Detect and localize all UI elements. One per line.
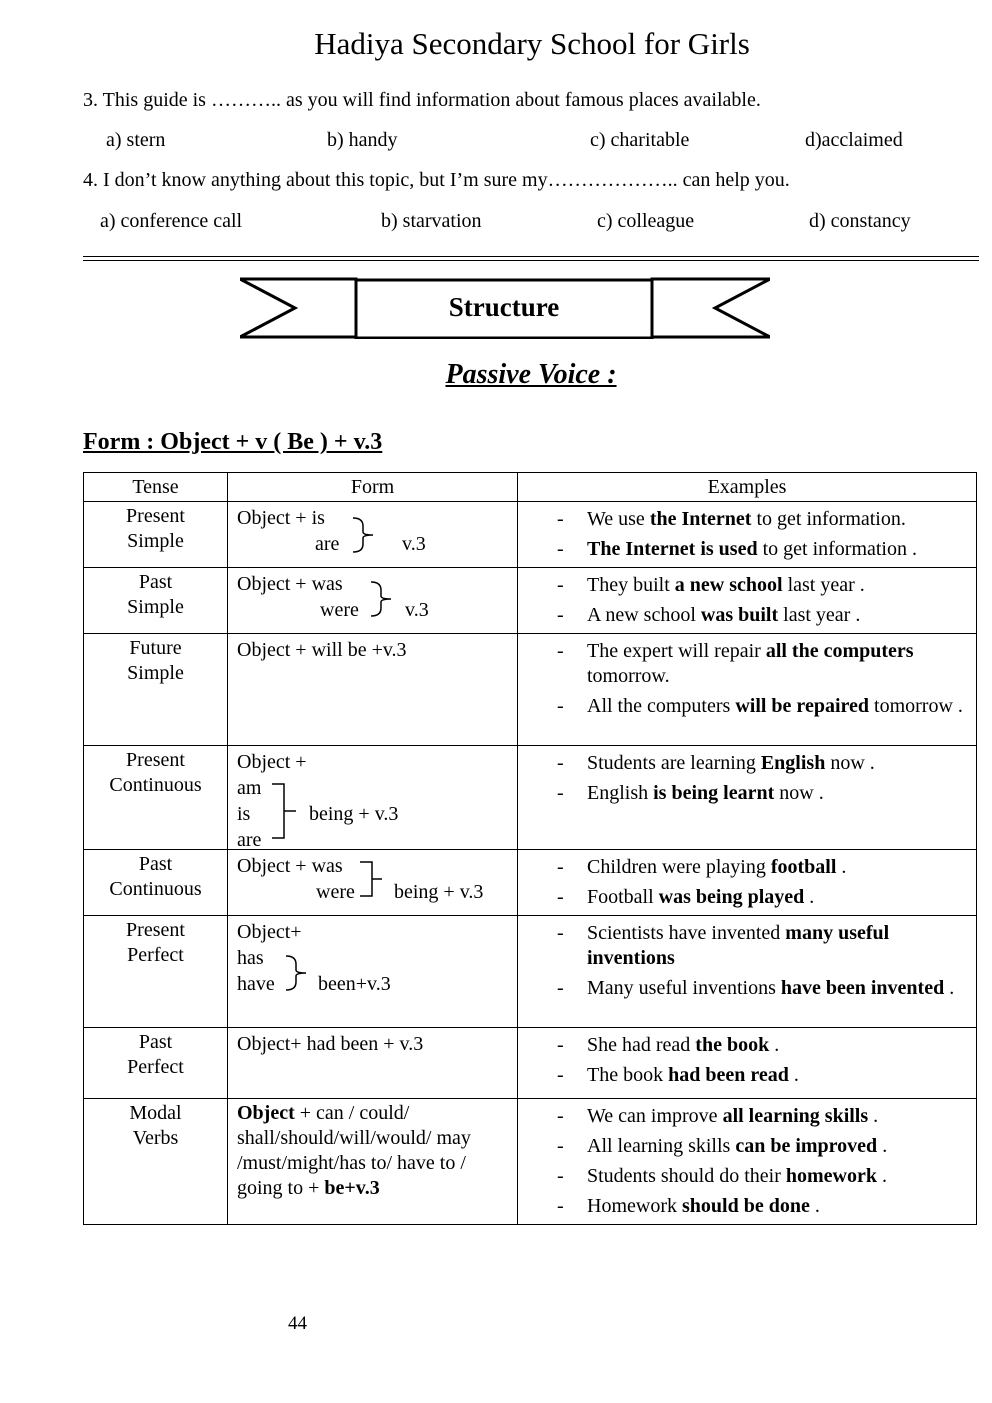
tense-text: Simple [127,596,184,618]
table-row [84,1028,977,1099]
example-text: tomorrow . [869,695,963,717]
example-text: All the computers [587,695,736,717]
example-text: the book [695,1034,770,1056]
form-text: Object + was [237,855,343,877]
examples-cell [518,502,977,568]
option: b) starvation [381,210,482,232]
example-text: . [809,1195,820,1217]
question-4: 4. I don’t know anything about this topic, but I’m sure my……………….. can help you. [83,169,790,191]
table-row [84,502,977,568]
examples-cell [518,634,977,746]
example-text: Students are learning [587,752,761,774]
example-text: We can improve [587,1105,723,1127]
examples-cell [518,850,977,916]
tense-text: Past [138,853,173,875]
example-text: A new school [587,604,701,626]
page-number: 44 [288,1313,307,1334]
examples-cell [518,568,977,634]
example-text: . [877,1135,888,1157]
example-text: Many useful inventions [587,977,781,999]
example-text: The Internet is used [587,538,758,560]
example-text: . [788,1064,799,1086]
example-text: . [868,1105,879,1127]
examples-cell [518,916,977,1028]
option: c) colleague [597,210,695,232]
example-text: should be done [681,1195,810,1217]
tense-text: Verbs [132,1127,179,1149]
form-cell [228,634,518,746]
brace-icon [351,516,381,554]
form-text: are [237,829,262,851]
tense-cell [84,568,228,634]
example-text: can be improved [735,1135,878,1157]
form-cell [228,502,518,568]
dash-bullet-icon: - [557,752,564,774]
dash-bullet-icon: - [557,640,564,662]
example-item [557,1033,966,1058]
tense-cell [84,634,228,746]
example-item [557,1164,966,1189]
form-text: were [316,881,355,903]
form-text: Object + is [237,507,325,529]
example-text: . [877,1165,887,1187]
brace-icon [369,580,399,618]
example-text: The book [587,1064,669,1086]
example-text: the Internet [649,508,752,530]
header-examples: Examples [518,473,977,502]
example-item [557,1194,966,1219]
form-cell [228,1099,518,1225]
dash-bullet-icon: - [557,922,564,944]
examples-cell [518,1028,977,1099]
form-cell [228,746,518,850]
dash-bullet-icon: - [557,695,564,717]
form-text: have [237,973,275,995]
form-text: + can / could/ shall/should/will/would/ may /must/might/has to/ have to / going to + [237,1102,471,1199]
example-item [557,573,966,598]
option: a) conference call [100,210,243,232]
examples-cell [518,1099,977,1225]
form-cell [228,1028,518,1099]
examples-cell [518,746,977,850]
tense-text: Simple [127,662,184,684]
tense-text: Simple [127,530,184,552]
dash-bullet-icon: - [557,538,564,560]
dash-bullet-icon: - [557,1064,564,1086]
form-cell [228,916,518,1028]
example-text: is being learnt [653,782,775,804]
example-text: all learning skills [722,1105,869,1127]
example-text: was being played [658,886,805,908]
bracket-icon [270,782,300,840]
tense-cell [84,746,228,850]
example-text: to get information. [751,508,906,530]
example-text: . [804,886,815,908]
tense-text: Perfect [127,944,184,966]
example-text: last year . [782,574,865,596]
form-text: Object [237,1102,295,1124]
passive-voice-table [83,472,977,1225]
tense-cell [84,1028,228,1099]
example-item [557,639,966,689]
tense-text: Continuous [109,774,202,796]
option: d)acclaimed [805,129,903,151]
example-text: football [770,856,837,878]
tense-cell [84,502,228,568]
form-text: Object + [237,751,307,773]
tense-text: Past [138,571,173,593]
example-text: many useful inventions [587,922,890,969]
section-title: Passive Voice : [445,359,617,390]
example-text: Scientists have invented [587,922,786,944]
example-text: Children were playing [587,856,771,878]
question-3: 3. This guide is ……….. as you will find information about famous places available. [83,89,761,111]
form-text: are [315,533,340,555]
table-row [84,568,977,634]
example-text: had been read [668,1064,789,1086]
tense-text: Present [126,505,185,527]
table-row [84,1099,977,1225]
form-text: were [320,599,359,621]
form-text: is [237,803,251,825]
example-text: The expert will repair [587,640,766,662]
example-text: We use [587,508,650,530]
dash-bullet-icon: - [557,977,564,999]
example-text: tomorrow. [587,665,670,687]
example-text: . [769,1034,780,1056]
example-item [557,1063,966,1088]
tense-text: Past [138,1031,173,1053]
form-text: has [237,947,264,969]
example-item [557,921,966,971]
option: d) constancy [809,210,911,232]
table-row [84,850,977,916]
form-text: Object + will be +v.3 [237,639,407,661]
header-tense: Tense [84,473,228,502]
table-header-row [84,473,977,502]
dash-bullet-icon: - [557,1195,564,1217]
dash-bullet-icon: - [557,508,564,530]
example-item [557,507,966,532]
example-text: all the computers [765,640,914,662]
form-text: being + v.3 [394,881,484,903]
example-item [557,885,966,910]
form-text: being + v.3 [309,803,399,825]
example-item [557,537,966,562]
school-title: Hadiya Secondary School for Girls [314,26,750,61]
form-text: v.3 [402,533,426,555]
dash-bullet-icon: - [557,782,564,804]
dash-bullet-icon: - [557,604,564,626]
example-item [557,751,966,776]
dash-bullet-icon: - [557,1135,564,1157]
example-text: . [944,977,955,999]
form-text: Object+ [237,921,302,943]
option: b) handy [327,129,398,151]
banner-label: Structure [448,292,560,322]
tense-cell [84,1099,228,1225]
example-text: They built [587,574,675,596]
example-text: English [760,752,826,774]
dash-bullet-icon: - [557,574,564,596]
form-cell [228,850,518,916]
example-text: was built [700,604,779,626]
table-row [84,916,977,1028]
example-item [557,603,966,628]
tense-text: Future [129,637,182,659]
dash-bullet-icon: - [557,1034,564,1056]
example-text: She had read [587,1034,696,1056]
tense-text: Present [126,919,185,941]
example-text: Students should do their [587,1165,786,1187]
form-text: been+v.3 [318,973,391,995]
example-text: Homework [587,1195,682,1217]
tense-text: Present [126,749,185,771]
form-heading: Form : Object + v ( Be ) + v.3 [83,429,383,455]
form-text: am [237,777,262,799]
option: c) charitable [590,129,690,151]
form-text: be+v.3 [324,1177,380,1199]
example-text: last year . [778,604,861,626]
option: a) stern [106,129,166,151]
dash-bullet-icon: - [557,1165,564,1187]
example-item [557,694,966,719]
table-row [84,746,977,850]
example-text: now . [825,752,875,774]
example-text: to get information . [757,538,917,560]
example-text: will be repaired [735,695,870,717]
form-text: Object + was [237,573,343,595]
form-cell [228,568,518,634]
example-text: All learning skills [587,1135,736,1157]
example-text: English [587,782,654,804]
tense-text: Modal [129,1102,182,1124]
tense-cell [84,916,228,1028]
tense-text: Perfect [127,1056,184,1078]
example-text: Football [587,886,659,908]
example-text: have been invented [780,977,945,999]
example-item [557,1104,966,1129]
brace-icon [284,954,314,992]
form-text: Object+ had been + v.3 [237,1033,424,1055]
example-text: . [836,856,847,878]
example-text: homework [785,1165,877,1187]
example-item [557,1134,966,1159]
example-item [557,781,966,806]
form-text: v.3 [405,599,429,621]
example-text: now . [774,782,824,804]
header-form: Form [228,473,518,502]
tense-cell [84,850,228,916]
dash-bullet-icon: - [557,886,564,908]
dash-bullet-icon: - [557,856,564,878]
example-text: a new school [674,574,783,596]
dash-bullet-icon: - [557,1105,564,1127]
example-item [557,976,966,1001]
tense-text: Continuous [109,878,202,900]
table-row [84,634,977,746]
separator-line [83,256,979,261]
example-item [557,855,966,880]
bracket-icon [358,860,388,898]
